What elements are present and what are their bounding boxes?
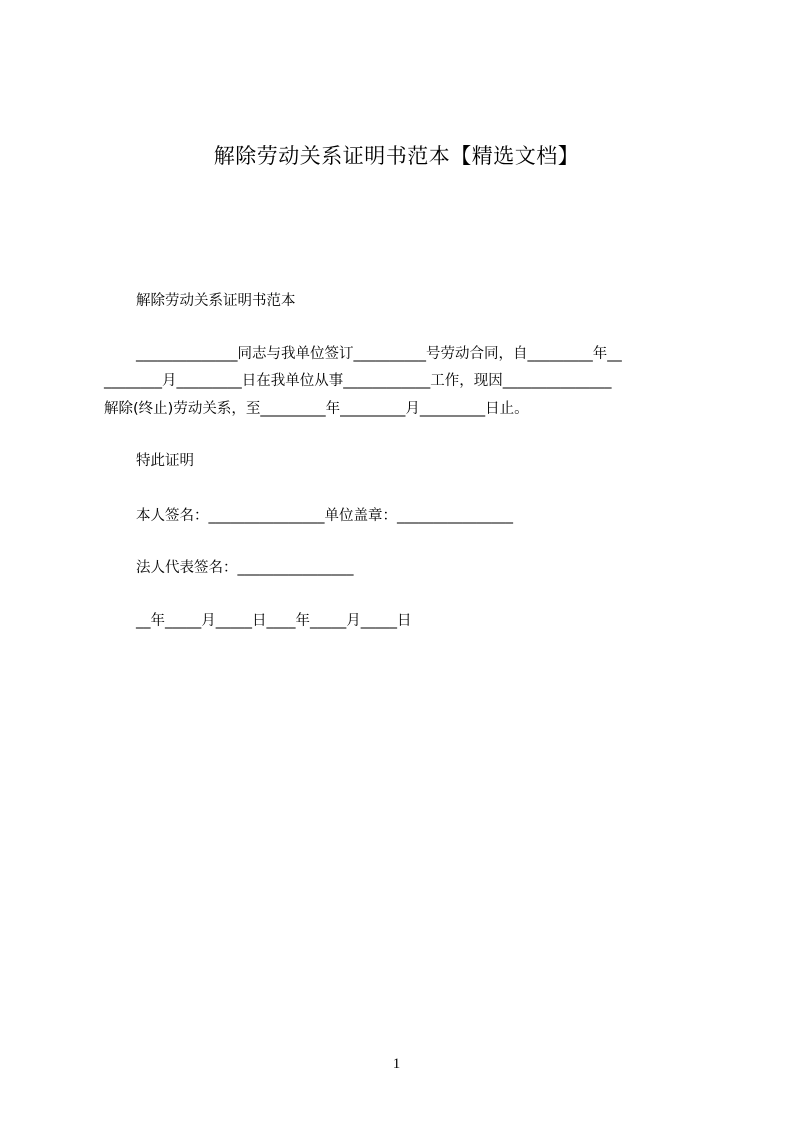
document-title: 解除劳动关系证明书范本【精选文档】: [213, 144, 580, 168]
body-paragraph-line-2: ________月_________日在我单位从事____________工作，现因_______________: [104, 373, 612, 389]
body-paragraph-line-3: 解除(终止)劳动关系，至_________年_________月_________日止。: [104, 401, 529, 417]
document-subtitle: 解除劳动关系证明书范本: [136, 293, 296, 309]
certify-statement: 特此证明: [136, 453, 194, 469]
page-number: 1: [392, 1056, 401, 1072]
date-line: __年_____月_____日____年_____月_____日: [136, 613, 412, 629]
signature-seal-line: 本人签名：________________单位盖章：________________: [136, 508, 513, 524]
body-paragraph-line-1: ______________同志与我单位签订__________号劳动合同，自_________年__: [136, 346, 622, 362]
legal-representative-signature-line: 法人代表签名：________________: [136, 560, 354, 576]
